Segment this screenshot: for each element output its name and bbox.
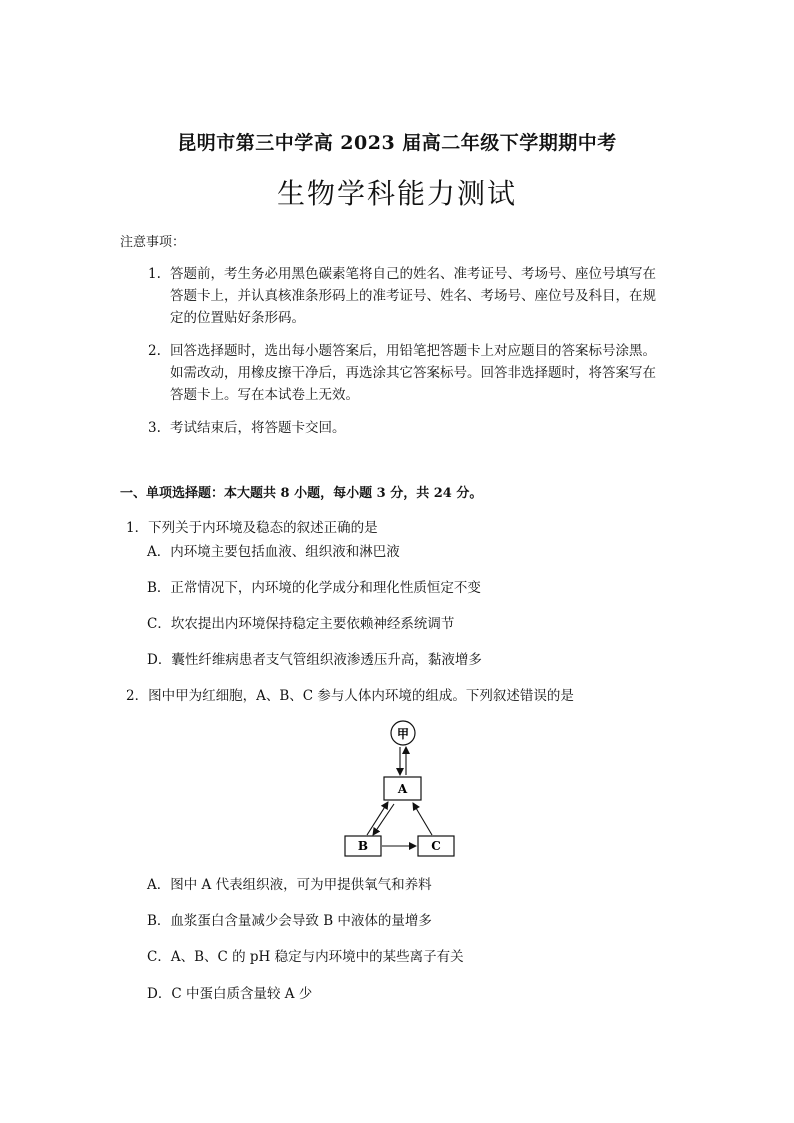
question-1-stem: 1．下列关于内环境及稳态的叙述正确的是 <box>126 520 378 536</box>
arrow-c-to-a <box>413 803 432 835</box>
question-1-option-b[interactable]: B．正常情况下，内环境的化学成分和理化性质恒定不变 <box>147 580 481 596</box>
exam-subtitle: 生物学科能力测试 <box>276 177 517 210</box>
body-fluid-diagram <box>340 718 470 863</box>
notice-heading: 注意事项： <box>120 235 186 250</box>
notice-item-1-line-3: 定的位置贴好条形码。 <box>170 310 305 326</box>
node-jia-label: 甲 <box>396 727 410 741</box>
notice-item-2-number: 2. <box>148 343 161 359</box>
question-1-option-d[interactable]: D．囊性纤维病患者支气管组织液渗透压升高，黏液增多 <box>147 652 482 668</box>
question-2-stem: 2．图中甲为红细胞，A、B、C 参与人体内环境的组成。下列叙述错误的是 <box>126 688 574 704</box>
question-2-option-a[interactable]: A．图中 A 代表组织液，可为甲提供氧气和养料 <box>147 877 432 893</box>
node-b-label: B <box>357 839 369 853</box>
notice-item-3-number: 3. <box>148 420 161 436</box>
notice-item-1-number: 1. <box>148 266 161 282</box>
notice-item-2-line-3: 答题卡上。写在本试卷上无效。 <box>170 387 359 403</box>
exam-title: 昆明市第三中学高 2023 届高二年级下学期期中考 <box>177 132 617 154</box>
notice-item-2-line-2: 如需改动，用橡皮擦干净后，再选涂其它答案标号。回答非选择题时，将答案写在 <box>170 365 656 381</box>
notice-item-2-line-1: 回答选择题时，选出每小题答案后，用铅笔把答题卡上对应题目的答案标号涂黑。 <box>170 343 656 359</box>
question-2-option-b[interactable]: B．血浆蛋白含量减少会导致 B 中液体的量增多 <box>147 913 432 929</box>
question-2-option-d[interactable]: D．C 中蛋白质含量较 A 少 <box>147 986 313 1002</box>
section-heading: 一、单项选择题：本大题共 8 小题，每小题 3 分，共 24 分。 <box>120 486 483 501</box>
arrow-b-to-a <box>367 802 388 835</box>
notice-item-1-line-2: 答题卡上，并认真核准条形码上的准考证号、姓名、考场号、座位号及科目，在规 <box>170 288 656 304</box>
node-a-label: A <box>397 782 408 796</box>
question-1-option-a[interactable]: A．内环境主要包括血液、组织液和淋巴液 <box>147 544 400 560</box>
notice-item-1-line-1: 答题前，考生务必用黑色碳素笔将自己的姓名、准考证号、考场号、座位号填写在 <box>170 266 656 282</box>
node-c-label: C <box>431 839 441 853</box>
question-1-option-c[interactable]: C．坎农提出内环境保持稳定主要依赖神经系统调节 <box>147 616 455 632</box>
notice-item-3-line-1: 考试结束后，将答题卡交回。 <box>170 420 346 436</box>
question-2-option-c[interactable]: C．A、B、C 的 pH 稳定与内环境中的某些离子有关 <box>147 949 464 965</box>
